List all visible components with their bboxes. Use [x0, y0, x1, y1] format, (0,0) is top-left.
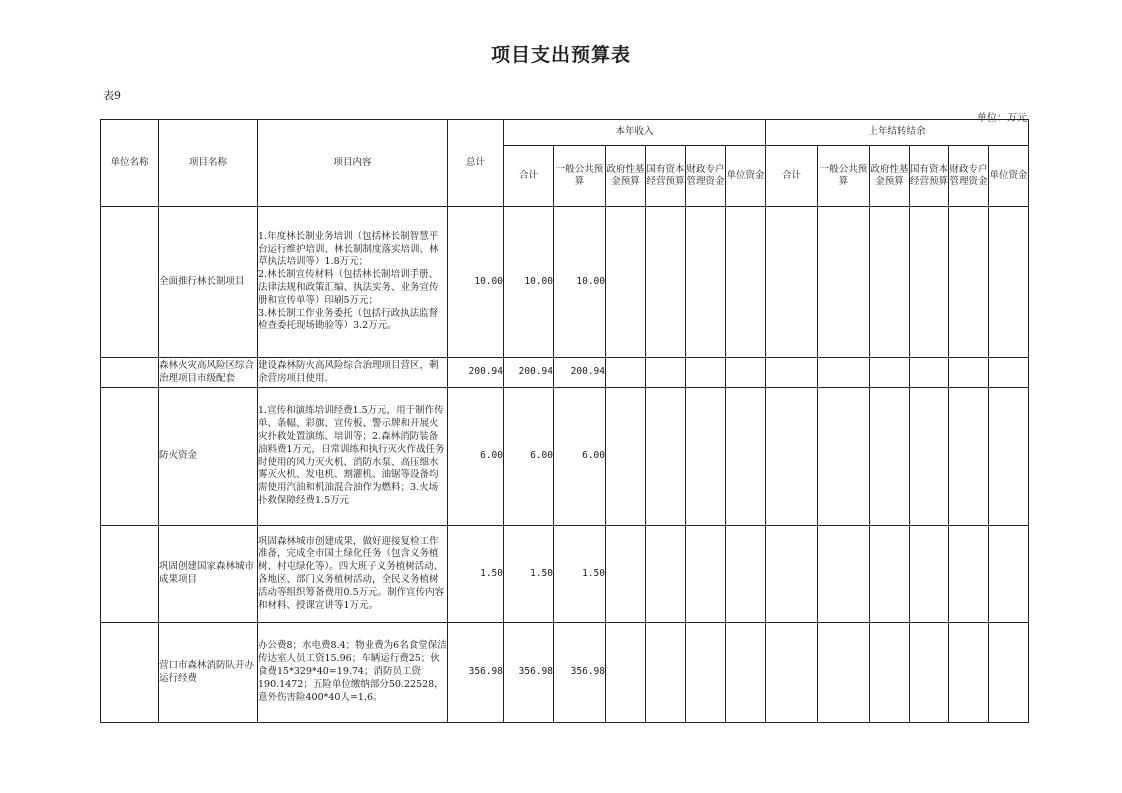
- cell-project-name: 营口市森林消防队开办运行经费: [159, 623, 258, 723]
- cell-prev-state-capital: [910, 388, 949, 526]
- header-cur-state-capital: 国有资本经营预算: [646, 146, 686, 207]
- cell-total: 6.00: [448, 388, 504, 526]
- cell-prev-fiscal-account: [949, 526, 989, 623]
- header-current-year: 本年收入: [504, 120, 766, 146]
- cell-cur-gov-fund: [606, 526, 646, 623]
- cell-prev-fiscal-account: [949, 388, 989, 526]
- cell-prev-gov-fund: [870, 207, 910, 358]
- header-cur-total: 合计: [504, 146, 554, 207]
- cell-prev-general: [818, 207, 870, 358]
- cell-cur-gov-fund: [606, 358, 646, 388]
- cell-prev-general: [818, 526, 870, 623]
- cell-unit-name: [101, 358, 159, 388]
- cell-prev-state-capital: [910, 623, 949, 723]
- cell-prev-total: [766, 623, 818, 723]
- cell-cur-general: 10.00: [554, 207, 606, 358]
- cell-cur-total: 10.00: [504, 207, 554, 358]
- table-row: [101, 388, 1029, 526]
- header-prev-state-capital: 国有资本经营预算: [910, 146, 949, 207]
- cell-prev-state-capital: [910, 207, 949, 358]
- cell-prev-total: [766, 207, 818, 358]
- cell-project-name: 防火资金: [159, 388, 258, 526]
- cell-cur-total: 1.50: [504, 526, 554, 623]
- cell-prev-unit-fund: [989, 388, 1029, 526]
- table-row: [101, 358, 1029, 388]
- table-body: [101, 207, 1029, 723]
- cell-unit-name: [101, 526, 159, 623]
- cell-unit-name: [101, 388, 159, 526]
- cell-cur-unit-fund: [726, 358, 766, 388]
- cell-prev-unit-fund: [989, 207, 1029, 358]
- header-project-name: 项目名称: [159, 120, 258, 207]
- table-row: [101, 207, 1029, 358]
- cell-prev-fiscal-account: [949, 623, 989, 723]
- header-prev-fiscal-account: 财政专户管理资金: [949, 146, 989, 207]
- page-title: 项目支出预算表: [490, 44, 631, 66]
- header-cur-fiscal-account: 财政专户管理资金: [686, 146, 726, 207]
- cell-total: 10.00: [448, 207, 504, 358]
- cell-project-name: 巩固创建国家森林城市成果项目: [159, 526, 258, 623]
- cell-total: 200.94: [448, 358, 504, 388]
- cell-cur-general: 6.00: [554, 388, 606, 526]
- cell-prev-gov-fund: [870, 623, 910, 723]
- header-unit-name: 单位名称: [101, 120, 159, 207]
- cell-prev-gov-fund: [870, 388, 910, 526]
- cell-cur-fiscal-account: [686, 207, 726, 358]
- header-prev-gov-fund: 政府性基金预算: [870, 146, 910, 207]
- header-cur-unit-fund: 单位资金: [726, 146, 766, 207]
- cell-cur-total: 200.94: [504, 358, 554, 388]
- cell-project-content: 1.宣传和演练培训经费1.5万元，用于制作传单、条幅、彩旗、宣传板、警示牌和开展火灾扑救处置演练、培训等；2.森林消防装备油料费1万元，日常训练和执行灭火作战任务时使用的风力灭火机、消防水泵、高压细水雾灭火机、发电机、割灌机、油锯等设备均需使用汽油和机油混合油作为燃料；3.火场扑救保障经费1.5万元: [258, 388, 448, 526]
- cell-cur-state-capital: [646, 623, 686, 723]
- cell-prev-gov-fund: [870, 358, 910, 388]
- cell-prev-unit-fund: [989, 526, 1029, 623]
- cell-prev-unit-fund: [989, 358, 1029, 388]
- table-number: 表9: [103, 89, 121, 102]
- cell-cur-gov-fund: [606, 623, 646, 723]
- cell-cur-gov-fund: [606, 388, 646, 526]
- cell-prev-total: [766, 358, 818, 388]
- cell-prev-total: [766, 526, 818, 623]
- cell-prev-state-capital: [910, 526, 949, 623]
- cell-project-name: 森林火灾高风险区综合治理项目市级配套: [159, 358, 258, 388]
- budget-table: [100, 119, 1029, 723]
- cell-prev-gov-fund: [870, 526, 910, 623]
- table-row: [101, 623, 1029, 723]
- cell-cur-state-capital: [646, 358, 686, 388]
- header-total: 总计: [448, 120, 504, 207]
- cell-cur-total: 6.00: [504, 388, 554, 526]
- cell-project-content: 建设森林防火高风险综合治理项目营区，剩余营房项目使用.: [258, 358, 448, 388]
- cell-prev-unit-fund: [989, 623, 1029, 723]
- cell-cur-unit-fund: [726, 388, 766, 526]
- header-project-content: 项目内容: [258, 120, 448, 207]
- cell-cur-general: 356.98: [554, 623, 606, 723]
- cell-cur-unit-fund: [726, 207, 766, 358]
- cell-prev-general: [818, 623, 870, 723]
- header-prev-unit-fund: 单位资金: [989, 146, 1029, 207]
- cell-prev-fiscal-account: [949, 207, 989, 358]
- unit-label: 单位：万元: [977, 113, 1027, 124]
- cell-project-content: 1.年度林长制业务培训（包括林长制智慧平台运行维护培训、林长制制度落实培训、林草执法培训等）1.8万元； 2.林长制宣传材料（包括林长制培训手册、法律法规和政策汇编、执法实务、业务宣传册和宣传单等）印刷5万元； 3.林长制工作业务委托（包括行政执法监督检查委托现场勘验等）3.2万元。: [258, 207, 448, 358]
- cell-cur-general: 1.50: [554, 526, 606, 623]
- cell-prev-total: [766, 388, 818, 526]
- cell-cur-unit-fund: [726, 623, 766, 723]
- cell-unit-name: [101, 207, 159, 358]
- cell-cur-fiscal-account: [686, 388, 726, 526]
- cell-cur-state-capital: [646, 526, 686, 623]
- cell-cur-state-capital: [646, 388, 686, 526]
- cell-cur-unit-fund: [726, 526, 766, 623]
- cell-cur-fiscal-account: [686, 358, 726, 388]
- header-cur-general: 一般公共预算: [554, 146, 606, 207]
- cell-total: 356.98: [448, 623, 504, 723]
- cell-cur-total: 356.98: [504, 623, 554, 723]
- cell-prev-state-capital: [910, 358, 949, 388]
- header-cur-gov-fund: 政府性基金预算: [606, 146, 646, 207]
- header-prev-general: 一般公共预算: [818, 146, 870, 207]
- cell-cur-state-capital: [646, 207, 686, 358]
- cell-cur-gov-fund: [606, 207, 646, 358]
- cell-cur-general: 200.94: [554, 358, 606, 388]
- cell-project-content: 办公费8；水电费8.4；物业费为6名食堂保洁传达室人员工资15.96；车辆运行费25；伙食费15*329*40=19.74；消防员工资190.1472；五险单位缴纳部分50.22528，意外伤害险400*40人=1.6。: [258, 623, 448, 723]
- cell-project-name: 全面推行林长制项目: [159, 207, 258, 358]
- cell-total: 1.50: [448, 526, 504, 623]
- cell-prev-general: [818, 358, 870, 388]
- cell-cur-fiscal-account: [686, 526, 726, 623]
- cell-project-content: 巩固森林城市创建成果，做好迎接复检工作准备，完成全市国土绿化任务（包含义务植树、村屯绿化等）。四大班子义务植树活动、各地区、部门义务植树活动，全民义务植树活动等组织筹备费用0.5万元。制作宣传内容和材料、授课宣讲等1万元。: [258, 526, 448, 623]
- cell-unit-name: [101, 623, 159, 723]
- header-last-year: 上年结转结余: [766, 120, 1029, 146]
- cell-prev-general: [818, 388, 870, 526]
- cell-cur-fiscal-account: [686, 623, 726, 723]
- header-prev-total: 合计: [766, 146, 818, 207]
- table-row: [101, 526, 1029, 623]
- table-header: [101, 120, 1029, 207]
- cell-prev-fiscal-account: [949, 358, 989, 388]
